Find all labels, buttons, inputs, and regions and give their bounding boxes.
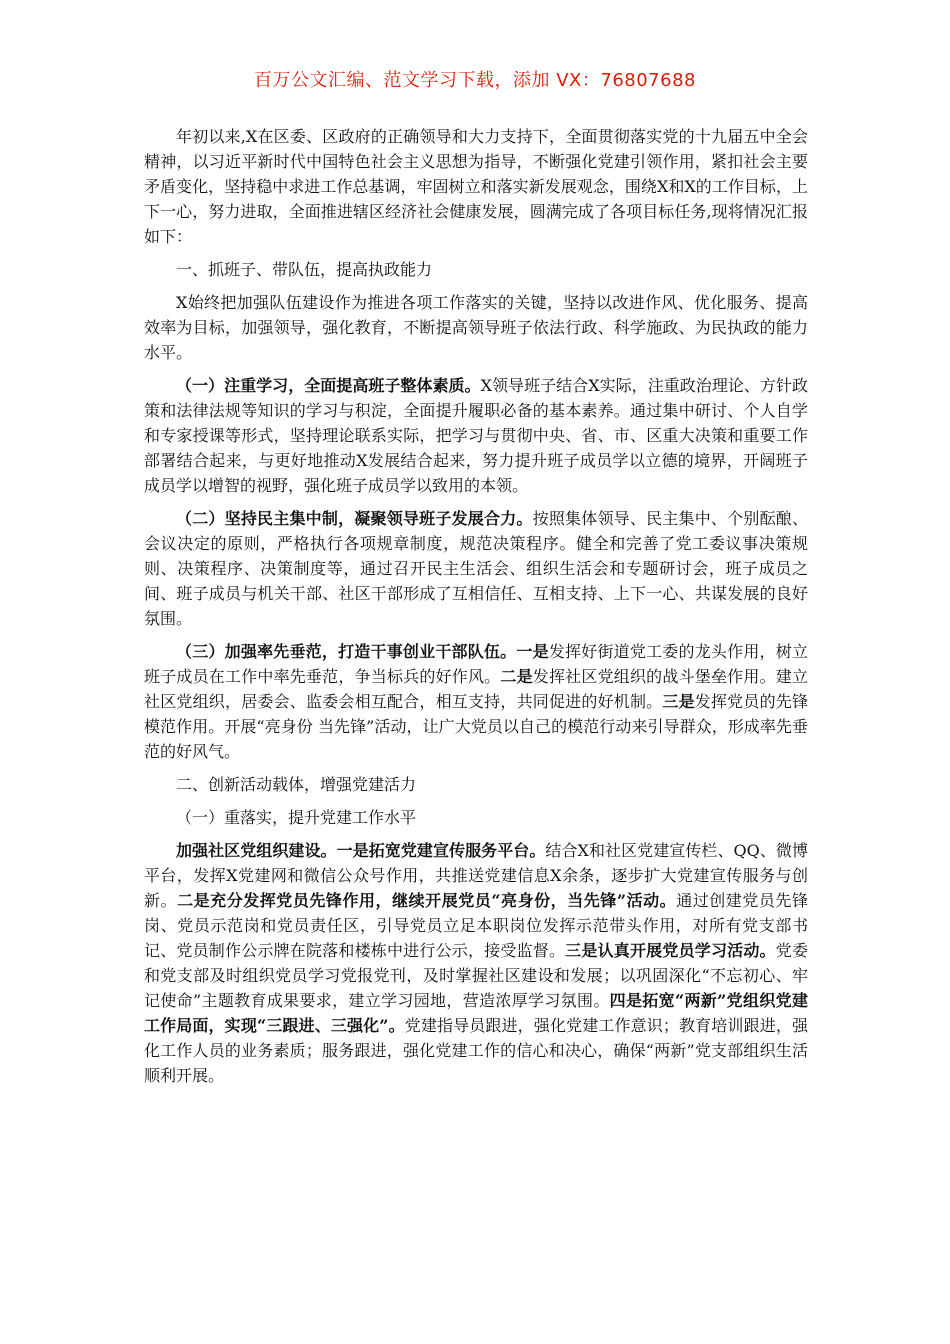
section-1-item-3 [144, 639, 808, 764]
item-2-text: 按照集体领导、民主集中、个别酝酿、会议决定的原则，严格执行各项规章制度，规范决策程序。健全和完善了党工委议事决策规则、决策程序、决策制度等，通过召开民主生活会、组织生活会和专题研讨会，班子成员之间、班子成员与机关干部、社区干部形成了互相信任、互相支持、上下一心、共谋发展的良好氛围。 [144, 509, 808, 628]
item-3-point-3-label: 三是 [662, 692, 695, 711]
point-0-heading: 加强社区党组织建设。一是拓宽党建宣传服务平台。 [176, 841, 546, 860]
item-3-point-2-text: 发挥社区党组织的战斗堡垒作用。建立社区党组织，居委会、监委会相互配合，相互支持，共同促进的好机制。 [144, 667, 808, 711]
point-1-heading: 二是充分发挥党员先锋作用，继续开展党员“亮身份，当先锋”活动。 [177, 891, 677, 910]
intro-paragraph: 年初以来,X在区委、区政府的正确领导和大力支持下，全面贯彻落实党的十九届五中全会精神，以习近平新时代中国特色社会主义思想为指导，不断强化党建引领作用，紧扣社会主要矛盾变化，坚持稳中求进工作总基调，牢固树立和落实新发展观念，围绕X和X的工作目标，上下一心，努力进取，全面推进辖区经济社会健康发展，圆满完成了各项目标任务,现将情况汇报如下： [144, 127, 808, 246]
section-1-item-2 [144, 506, 808, 631]
section-2-subheading-1: （一）重落实，提升党建工作水平 [176, 808, 417, 827]
point-2-heading: 三是认真开展党员学习活动。 [565, 941, 776, 960]
item-3-point-1-label: 一是 [516, 642, 549, 661]
point-1-text: 通过创建党员先锋岗、党员示范岗和党员责任区，引导党员立足本职岗位发挥示范带头作用，对所有党支部书记、党员制作公示牌在院落和楼栋中进行公示，接受监督。 [144, 891, 808, 960]
item-3-heading: （三）加强率先垂范，打造干事创业干部队伍。 [176, 642, 517, 661]
section-2-heading: 二、创新活动载体，增强党建活力 [176, 775, 417, 794]
point-0-text: 结合X和社区党建宣传栏、QQ、微博平台，发挥X党建网和微信公众号作用，共推送党建信息X余条，逐步扩大党建宣传服务与创新。 [144, 841, 808, 910]
section-1-heading: 一、抓班子、带队伍，提高执政能力 [176, 260, 433, 279]
section-1-item-1 [144, 373, 808, 498]
point-2-text: 党委和党支部及时组织党员学习党报党刊，及时掌握社区建设和发展；以巩固深化“不忘初心、牢记使命”主题教育成果要求，建立学习园地，营造浓厚学习氛围。 [144, 941, 808, 1010]
watermark-header: 百万公文汇编、范文学习下载，添加 VX：76807688 [254, 70, 696, 91]
point-3-heading: 四是拓宽“两新”党组织党建工作局面，实现“三跟进、三强化”。 [144, 991, 808, 1035]
item-3-point-3-text: 发挥党员的先锋模范作用。开展“亮身份 当先锋”活动，让广大党员以自己的模范行动来引导群众，形成率先垂范的好风气。 [144, 692, 808, 761]
item-3-point-1-text: 发挥好街道党工委的龙头作用，树立班子成员在工作中率先垂范，争当标兵的好作风。 [144, 642, 808, 686]
item-1-text: X领导班子结合X实际，注重政治理论、方针政策和法律法规等知识的学习与积淀，全面提升履职必备的基本素养。通过集中研讨、个人自学和专家授课等形式，坚持理论联系实际，把学习与贯彻中央、省、市、区重大决策和重要工作部署结合起来，与更好地推动X发展结合起来，努力提升班子成员学以立德的境界，开阔班子成员学以增智的视野，强化班子成员学以致用的本领。 [144, 376, 808, 495]
item-3-point-2-label: 二是 [500, 667, 533, 686]
section-2-paragraph [144, 838, 808, 1088]
item-1-heading: （一）注重学习，全面提高班子整体素质。 [176, 376, 481, 395]
section-1-lead: X始终把加强队伍建设作为推进各项工作落实的关键，坚持以改进作风、优化服务、提高效率为目标，加强领导，强化教育，不断提高领导班子依法行政、科学施政、为民执政的能力水平。 [144, 293, 808, 362]
document-body [144, 124, 808, 1096]
point-3-text: 党建指导员跟进，强化党建工作意识；教育培训跟进，强化工作人员的业务素质；服务跟进，强化党建工作的信心和决心，确保“两新”党支部组织生活顺利开展。 [144, 1016, 808, 1085]
item-2-heading: （二）坚持民主集中制，凝聚领导班子发展合力。 [176, 509, 533, 528]
